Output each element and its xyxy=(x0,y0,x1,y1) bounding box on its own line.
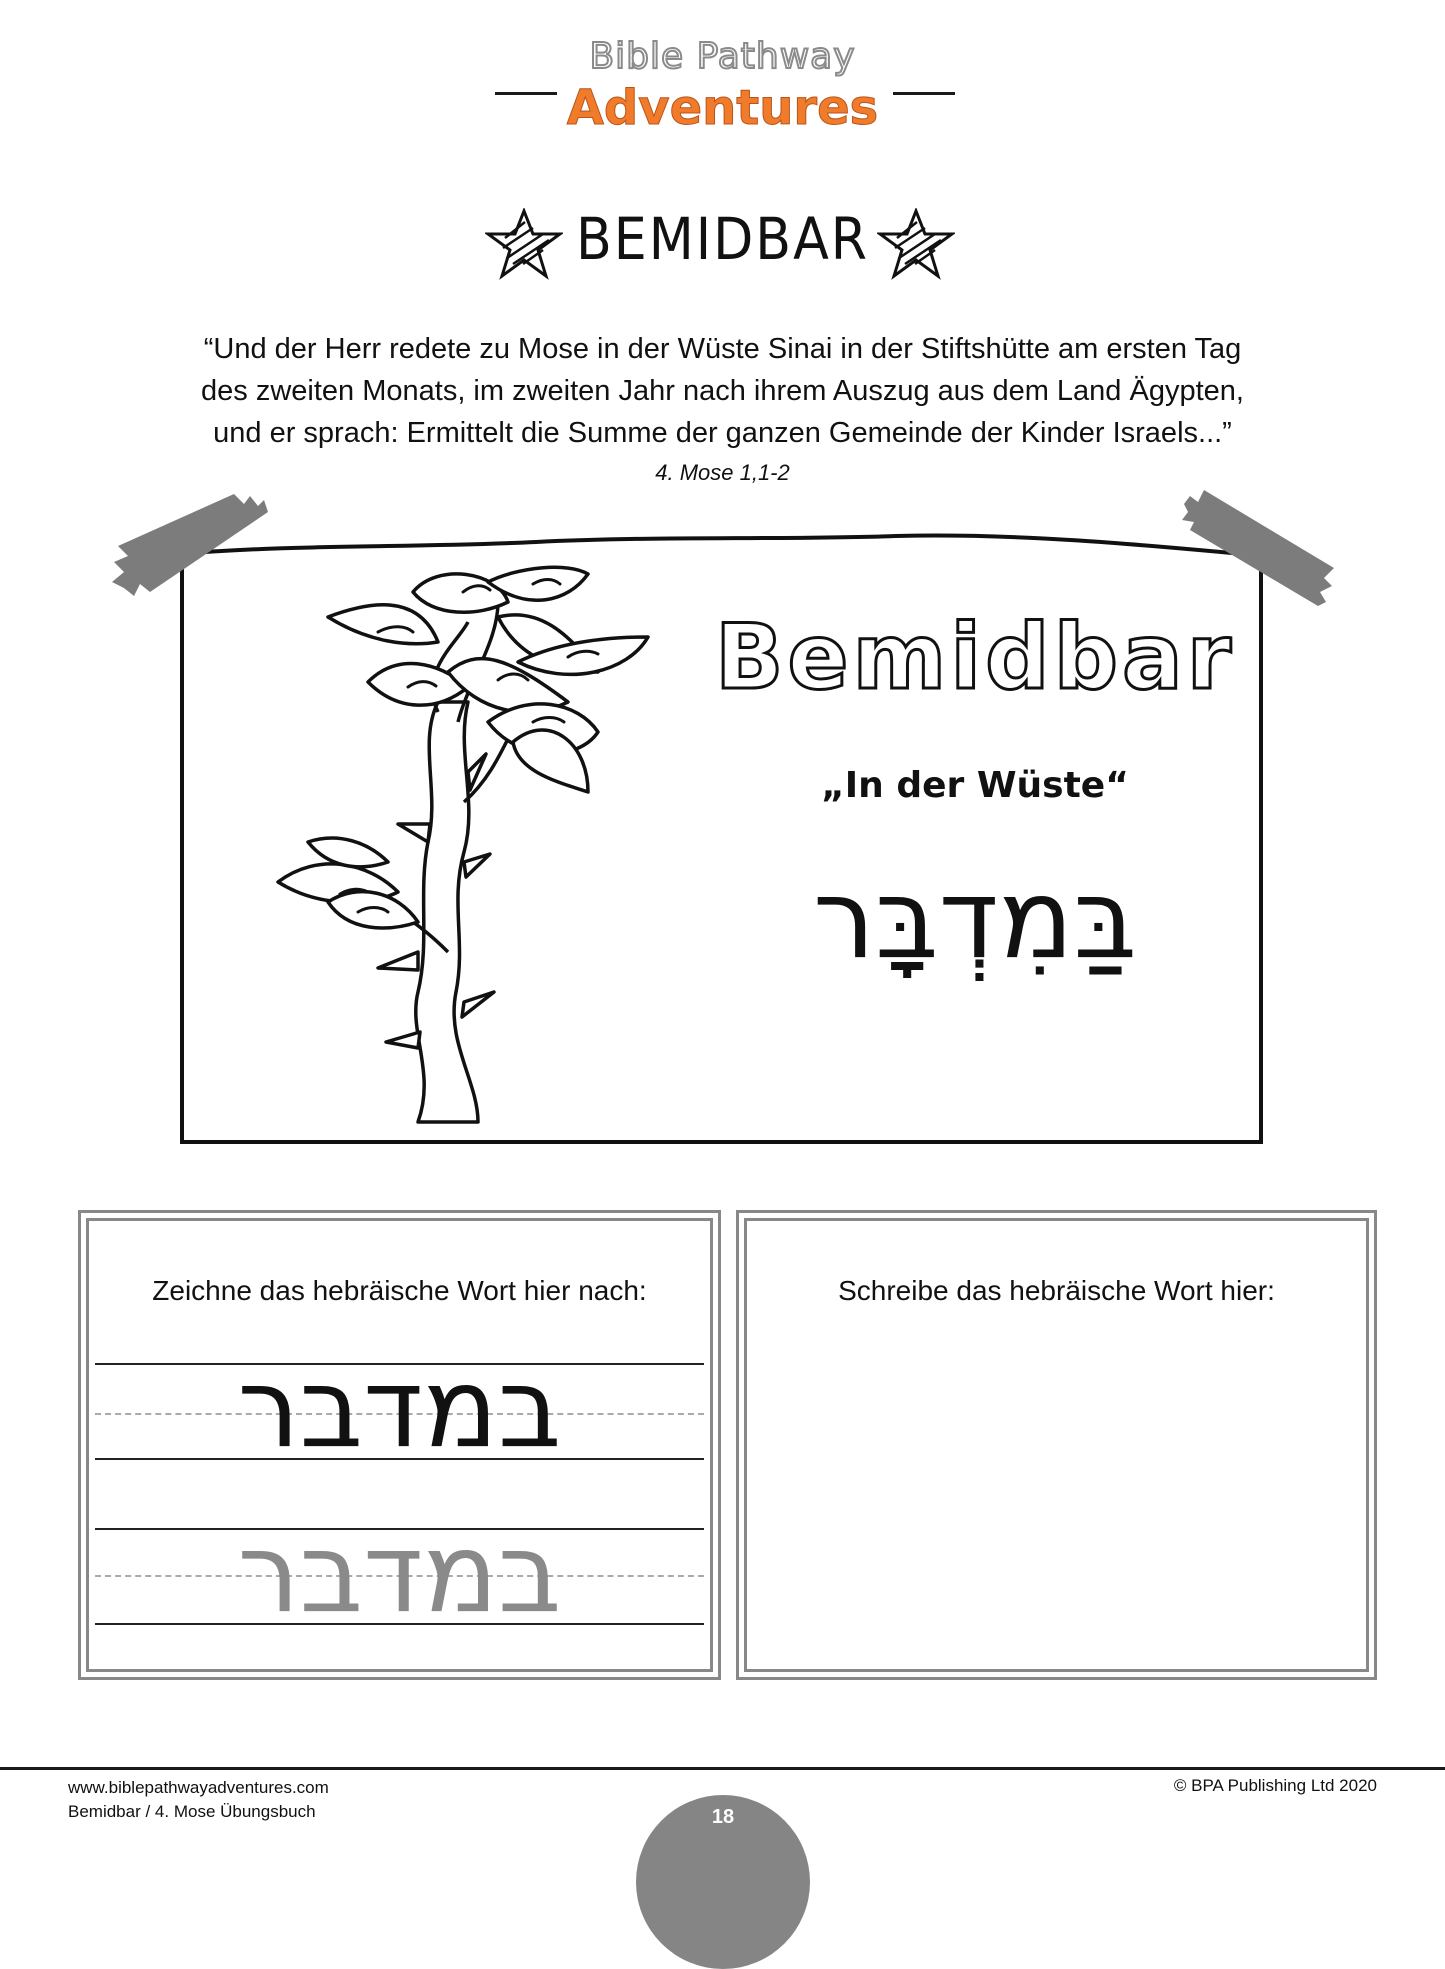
scripture-quote xyxy=(140,328,1305,454)
trace-word-black: במדבר xyxy=(237,1344,562,1472)
tape-left xyxy=(110,492,270,602)
page-number: 18 xyxy=(711,1806,735,1828)
card-hebrew-word: בַּמִדְבָּר xyxy=(812,855,1138,983)
trace-word-gray[interactable]: במדבר xyxy=(237,1509,562,1637)
page-title: BEMIDBAR xyxy=(575,205,870,273)
trace-box-label: Zeichne das hebräische Wort hier nach: xyxy=(152,1275,647,1306)
card-word-outline: Bemidbar xyxy=(714,605,1236,710)
tape-right xyxy=(1178,486,1338,616)
write-box-label: Schreibe das hebräische Wort hier: xyxy=(838,1275,1275,1306)
card-translation: „In der Wüste“ xyxy=(821,765,1129,806)
quote-line-3: und er sprach: Ermittelt die Summe der ganzen Gemeinde der Kinder Israels...” xyxy=(213,417,1232,449)
footer-website-link[interactable]: www.biblepathwayadventures.com xyxy=(68,1778,329,1797)
scripture-reference: 4. Mose 1,1-2 xyxy=(655,460,790,485)
plant-illustration xyxy=(268,562,700,1134)
footer-book-title: Bemidbar / 4. Mose Übungsbuch xyxy=(68,1802,316,1821)
quote-line-1: “Und der Herr redete zu Mose in der Wüste Sinai in der Stiftshütte am ersten Tag xyxy=(203,333,1242,365)
footer-copyright: © BPA Publishing Ltd 2020 xyxy=(1173,1776,1377,1795)
write-box[interactable] xyxy=(736,1210,1377,1680)
trace-box xyxy=(78,1210,721,1680)
logo-top-text: Bible Pathway xyxy=(589,36,856,77)
footer-left xyxy=(68,1776,329,1824)
star-icon-right xyxy=(877,208,955,280)
logo-bottom-text: Adventures xyxy=(566,80,879,136)
footer-rule xyxy=(0,1767,1445,1770)
quote-line-2: des zweiten Monats, im zweiten Jahr nach ihrem Auszug aus dem Land Ägypten, xyxy=(201,375,1244,407)
